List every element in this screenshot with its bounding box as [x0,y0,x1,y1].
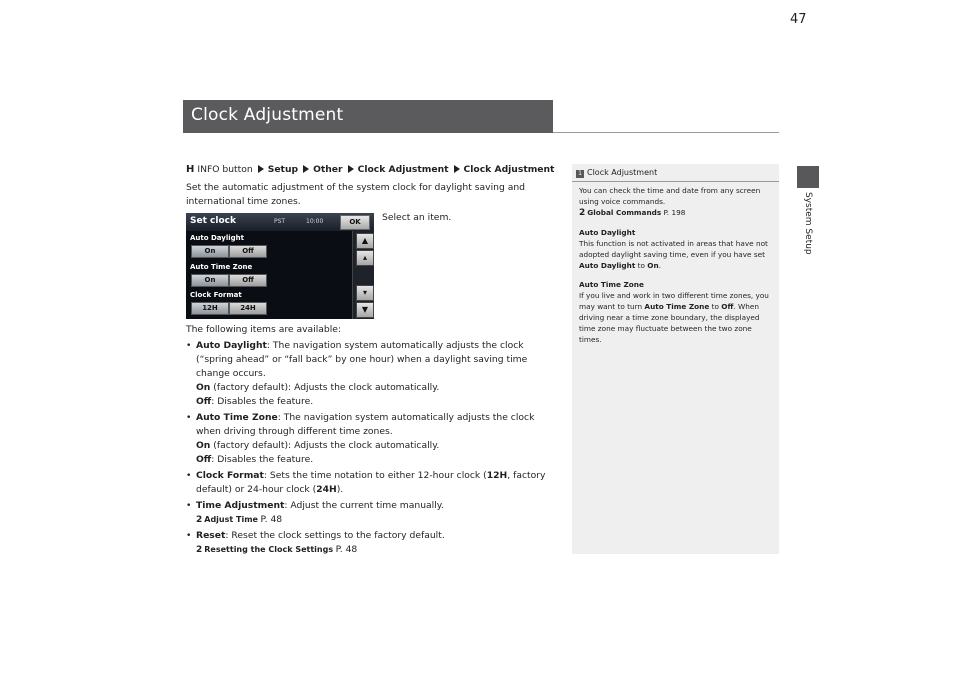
breadcrumb-step: Setup [267,164,299,175]
reference-title[interactable]: Adjust Time [204,515,258,524]
note-paragraph [579,227,775,271]
note-rule [572,181,779,182]
home-icon: H [186,164,195,175]
screen-off-button: Off [229,274,267,287]
option-desc: (factory default): Adjusts the clock automatically. [210,440,440,451]
screen-24h-button: 24H [229,302,267,315]
option-label: Off [196,396,212,407]
items-list [186,323,556,557]
note-text: to [709,302,722,311]
option-label: On [196,440,211,451]
side-note [572,164,779,554]
note-text: You can check the time and date from any screen using voice commands. [579,186,761,206]
reference-title[interactable]: Resetting the Clock Settings [204,545,334,554]
note-paragraph [579,185,775,219]
note-subtitle: Auto Time Zone [579,280,644,289]
note-bold: Auto Time Zone [644,302,710,311]
item-label: Time Adjustment [196,500,285,511]
item-desc: : The navigation system automatically adjusts the clock (“spring ahead” or “fall back” by one hour) when a daylight saving time change occurs. [196,340,528,379]
item-auto-time-zone [186,411,556,439]
note-body [579,185,775,353]
screen-title: Set clock [190,216,236,226]
item-desc: : Adjust the current time manually. [284,500,444,511]
item-reset [186,529,556,543]
reference-arrow-icon: 2 [579,208,586,218]
breadcrumb-step: Clock Adjustment [463,164,555,175]
double-up-arrow-icon: ▲ [356,233,374,249]
screen-label-clock-format: Clock Format [190,291,242,299]
item-clock-format [186,469,556,497]
select-instruction: Select an item. [382,212,452,223]
item-option [186,453,556,467]
note-bold: Off [721,302,734,311]
side-label [795,192,821,302]
item-label: Auto Daylight [196,340,267,351]
option-label: Off [196,454,212,465]
note-subtitle: Auto Daylight [579,228,636,237]
title-rule [553,132,779,133]
reference-arrow-icon: 2 [196,545,203,555]
breadcrumb-step: Other [313,164,343,175]
item-desc: : Sets the time notation to either 12-hour clock ( [263,470,487,481]
arrow-right-icon [454,165,460,173]
reference-arrow-icon: 2 [196,515,203,525]
option-desc: (factory default): Adjusts the clock automatically. [210,382,440,393]
page-title: Clock Adjustment [191,105,344,125]
item-option [186,395,556,409]
page-number: 47 [790,12,807,27]
screen-timezone: PST [274,218,286,225]
arrow-right-icon [258,165,264,173]
item-label: Auto Time Zone [196,412,278,423]
item-desc: , factory default) or 24-hour clock ( [196,470,546,495]
down-arrow-icon: ▾ [356,285,374,301]
intro-text: Set the automatic adjustment of the system clock for daylight saving and international time zones. [186,182,525,207]
double-down-arrow-icon: ▼ [356,302,374,318]
breadcrumb-step: Clock Adjustment [357,164,449,175]
item-label: Clock Format [196,470,264,481]
item-auto-daylight [186,339,556,381]
note-text: If you live and work in two different time zones, you may want to turn [579,291,769,311]
breadcrumb [186,164,554,175]
option-desc: : Disables the feature. [211,396,314,407]
item-time-adjustment [186,499,556,513]
items-lead: The following items are available: [186,324,342,335]
screen-ok-button: OK [340,215,370,230]
option-label: On [196,382,211,393]
note-number-icon: 1 [576,170,584,178]
side-tab-marker [797,166,819,188]
item-desc: : The navigation system automatically adjusts the clock when driving through different time zones. [196,412,535,437]
screen-time: 10:00 [306,218,324,225]
screen-12h-button: 12H [191,302,229,315]
note-text: to [635,261,648,270]
screen-off-button: Off [229,245,267,258]
screen-label-auto-time-zone: Auto Time Zone [190,263,253,271]
item-value: 24H [316,484,337,495]
item-option [186,439,556,453]
note-bold: On [647,261,659,270]
item-label: Reset [196,530,226,541]
section-title-bar [183,100,553,133]
item-value: 12H [486,470,508,481]
note-header [576,168,657,178]
note-bold: Auto Daylight [579,261,636,270]
arrow-right-icon [348,165,354,173]
up-arrow-icon: ▴ [356,250,374,266]
note-text: . [658,261,662,270]
note-reference-page[interactable]: P. 198 [663,208,686,217]
nav-screen-image [186,213,374,319]
screen-on-button: On [191,245,229,258]
screen-scrollbar [352,231,374,319]
item-option [186,381,556,395]
item-desc: ). [336,484,344,495]
item-desc: : Reset the clock settings to the factory default. [225,530,445,541]
note-text: . When driving near a time zone boundary, the displayed time zone may fluctuate between the two zone times. [579,302,760,344]
option-desc: : Disables the feature. [211,454,314,465]
note-reference-title[interactable]: Global Commands [587,208,662,217]
note-paragraph [579,279,775,345]
screen-on-button: On [191,274,229,287]
breadcrumb-start: INFO button [197,164,253,175]
reference-page[interactable]: P. 48 [335,544,358,555]
cross-reference[interactable] [186,543,556,557]
arrow-right-icon [303,165,309,173]
cross-reference[interactable] [186,513,556,527]
note-text: This function is not activated in areas that have not adopted daylight saving time, even if you have set [579,239,768,259]
reference-page[interactable]: P. 48 [260,514,283,525]
note-title: Clock Adjustment [587,168,658,177]
screen-label-auto-daylight: Auto Daylight [190,234,245,242]
side-label-text: System Setup [803,192,813,255]
